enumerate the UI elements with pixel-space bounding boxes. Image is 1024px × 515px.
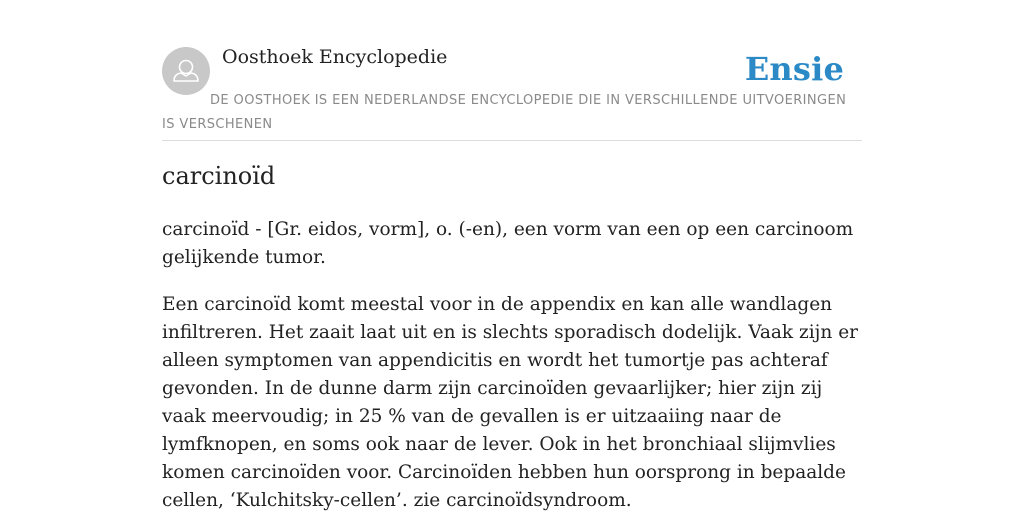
source-tagline: DE OOSTHOEK IS EEN NEDERLANDSE ENCYCLOPEDIE DIE IN VERSCHILLENDE UITVOERINGEN IS VERSCHENEN <box>162 93 847 132</box>
article-paragraph-body: Een carcinoïd komt meestal voor in de appendix en kan alle wandlagen infiltreren. Het zaait laat uit en is slechts sporadisch dodelijk. Vaak zijn er alleen symptomen van appendicitis en wordt het tumortje pas achteraf gevonden. In de dunne darm zijn carcinoïden gevaarlijker; hier zijn zij vaak meervoudig; in 25 % van de gevallen is er uitzaaiing naar de lymfknopen, en soms ook naar de lever. Ook in het bronchiaal slijmvlies komen carcinoïden voor. Carcinoïden hebben hun oorsprong in bepaalde cellen, ‘Kulchitsky-cellen’. zie carcinoïdsyndroom. <box>162 294 858 511</box>
source-header <box>162 0 862 141</box>
source-name[interactable]: Oosthoek Encyclopedie <box>222 46 448 68</box>
user-icon <box>162 47 210 95</box>
article-title: carcinoïd <box>162 162 276 190</box>
article-paragraph-definition: carcinoïd - [Gr. eidos, vorm], o. (-en), een vorm van een op een carcinoom gelijkende tumor. <box>162 219 854 268</box>
page-container <box>162 0 862 511</box>
source-avatar[interactable] <box>162 47 210 95</box>
brand-logo[interactable]: Ensie <box>744 50 844 88</box>
